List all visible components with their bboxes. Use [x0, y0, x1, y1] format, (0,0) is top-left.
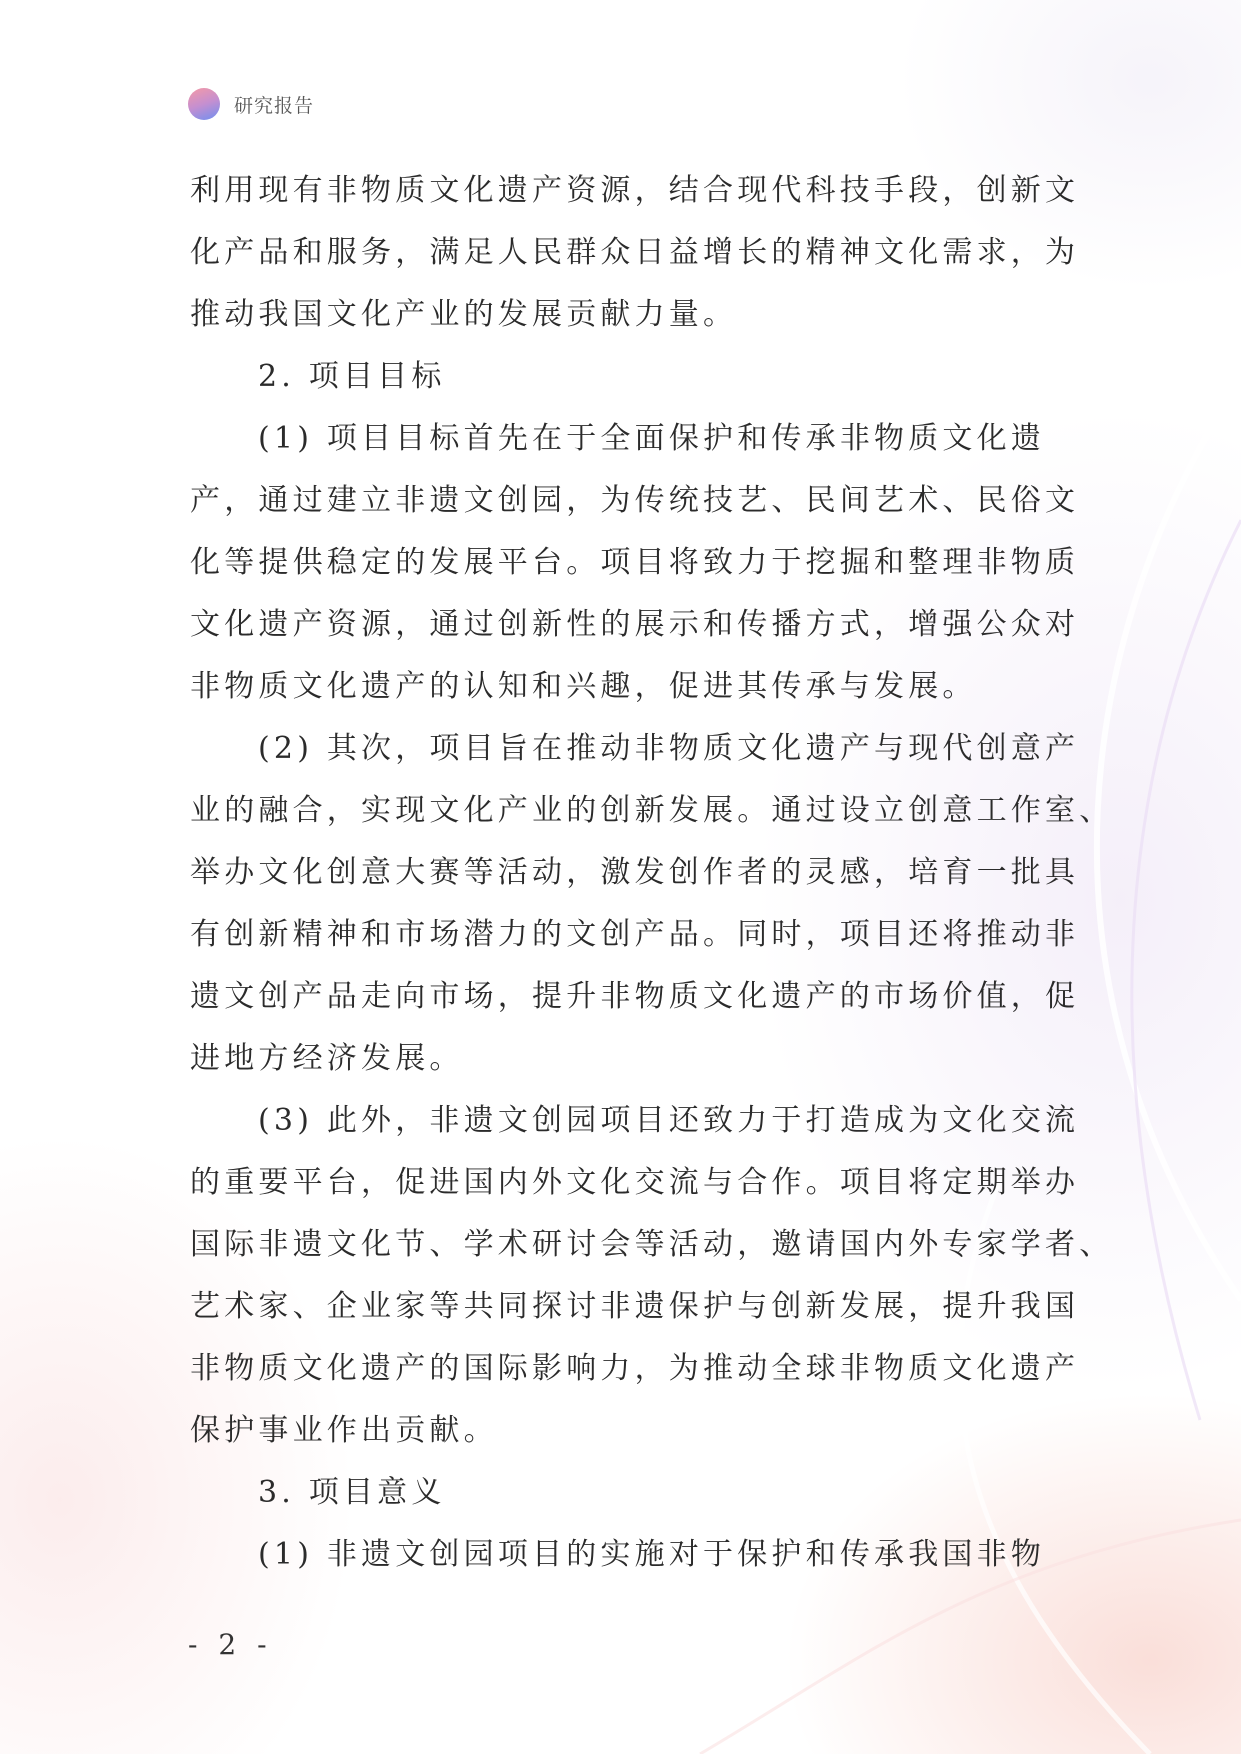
header-title: 研究报告 — [234, 94, 315, 117]
body-text-line: 非物质文化遗产的认知和兴趣，促进其传承与发展。 — [190, 669, 977, 704]
body-text-line: (1) 项目目标首先在于全面保护和传承非物质文化遗 — [258, 421, 1046, 456]
body-text-line: 3. 项目意义 — [258, 1475, 446, 1510]
body-text-line: 艺术家、企业家等共同探讨非遗保护与创新发展，提升我国 — [190, 1289, 1080, 1324]
body-text-line: 化产品和服务，满足人民群众日益增长的精神文化需求，为 — [190, 235, 1080, 270]
body-text-line: 文化遗产资源，通过创新性的展示和传播方式，增强公众对 — [190, 607, 1080, 642]
body-text-line: 举办文化创意大赛等活动，激发创作者的灵感，培育一批具 — [190, 855, 1080, 890]
body-text-line: 2. 项目目标 — [258, 359, 446, 394]
body-text-line: (1) 非遗文创园项目的实施对于保护和传承我国非物 — [258, 1537, 1046, 1572]
body-text-line: 产，通过建立非遗文创园，为传统技艺、民间艺术、民俗文 — [190, 483, 1080, 518]
body-text-line: 推动我国文化产业的发展贡献力量。 — [190, 297, 738, 332]
body-text-line: 保护事业作出贡献。 — [190, 1413, 498, 1448]
body-text-line: 遗文创产品走向市场，提升非物质文化遗产的市场价值，促 — [190, 979, 1080, 1014]
body-text-line: 的重要平台，促进国内外文化交流与合作。项目将定期举办 — [190, 1165, 1080, 1200]
body-text-line: 进地方经济发展。 — [190, 1041, 464, 1076]
document-header — [188, 88, 314, 120]
body-text-line: (3) 此外，非遗文创园项目还致力于打造成为文化交流 — [258, 1103, 1080, 1138]
document-body — [190, 160, 1114, 1586]
page-number: - 2 - — [188, 1628, 273, 1661]
gradient-circle-logo-icon — [188, 88, 220, 120]
body-text-line: 非物质文化遗产的国际影响力，为推动全球非物质文化遗产 — [190, 1351, 1080, 1386]
body-text-line: 有创新精神和市场潜力的文创产品。同时，项目还将推动非 — [190, 917, 1080, 952]
body-text-line: 利用现有非物质文化遗产资源，结合现代科技手段，创新文 — [190, 173, 1080, 208]
body-text-line: 业的融合，实现文化产业的创新发展。通过设立创意工作室、 — [190, 793, 1114, 828]
body-text-line: 化等提供稳定的发展平台。项目将致力于挖掘和整理非物质 — [190, 545, 1080, 580]
body-text-line: 国际非遗文化节、学术研讨会等活动，邀请国内外专家学者、 — [190, 1227, 1114, 1262]
body-text-line: (2) 其次，项目旨在推动非物质文化遗产与现代创意产 — [258, 731, 1080, 766]
